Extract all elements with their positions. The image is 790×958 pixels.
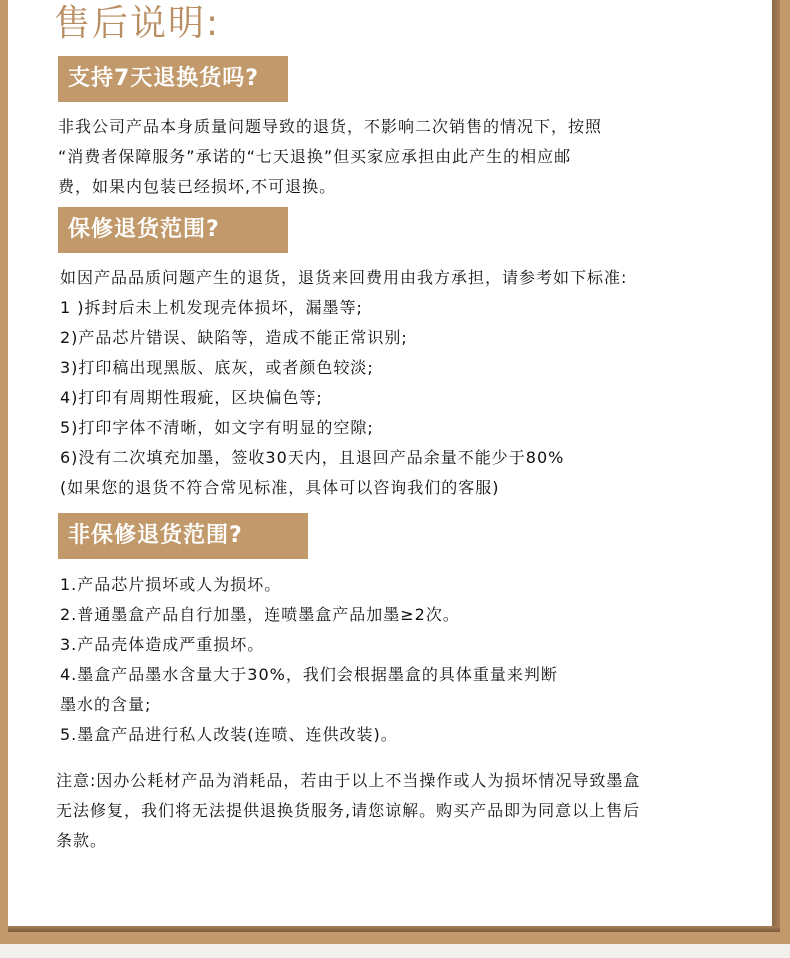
text-line: 注意:因办公耗材产品为消耗品，若由于以上不当操作或人为损坏情况导致墨盒	[56, 771, 641, 790]
frame-border-left	[0, 0, 8, 944]
section-body-7day-return	[58, 112, 602, 202]
section-heading-7day-return: 支持7天退换货吗?	[58, 56, 288, 102]
list-item: 1 )拆封后未上机发现壳体损坏，漏墨等;	[60, 298, 363, 317]
text-line: 费，如果内包装已经损坏,不可退换。	[58, 177, 337, 196]
frame-border-bottom	[0, 932, 790, 944]
list-item: 5)打印字体不清晰，如文字有明显的空隙;	[60, 418, 374, 437]
section-heading-warranty-return: 保修退货范围?	[58, 207, 288, 253]
list-item: 4.墨盒产品墨水含量大于30%，我们会根据墨盒的具体重量来判断	[60, 665, 558, 684]
text-line: 无法修复，我们将无法提供退换货服务,请您谅解。购买产品即为同意以上售后	[56, 801, 641, 820]
frame-border-right	[780, 0, 790, 944]
section-heading-non-warranty: 非保修退货范围?	[58, 513, 308, 559]
text-line: “消费者保障服务”承诺的“七天退换”但买家应承担由此产生的相应邮	[58, 147, 572, 166]
section-body-warranty-return	[60, 263, 627, 503]
list-item: 如因产品品质问题产生的退货，退货来回费用由我方承担，请参考如下标准:	[60, 268, 628, 287]
card-shadow-bottom	[8, 926, 780, 932]
list-item: (如果您的退货不符合常见标准，具体可以咨询我们的客服)	[60, 478, 500, 497]
list-item: 3)打印稿出现黑版、底灰，或者颜色较淡;	[60, 358, 374, 377]
list-item: 6)没有二次填充加墨，签收30天内，且退回产品余量不能少于80%	[60, 448, 565, 467]
list-item: 2)产品芯片错误、缺陷等，造成不能正常识别;	[60, 328, 408, 347]
list-item: 3.产品壳体造成严重损坏。	[60, 635, 265, 654]
text-line: 非我公司产品本身质量问题导致的退货，不影响二次销售的情况下，按照	[58, 117, 603, 136]
list-item: 4)打印有周期性瑕疵，区块偏色等;	[60, 388, 323, 407]
page-title: 售后说明:	[54, 3, 221, 44]
list-item: 2.普通墨盒产品自行加墨，连喷墨盒产品加墨≥2次。	[60, 605, 460, 624]
text-line: 条款。	[56, 831, 108, 850]
notice-paragraph	[56, 766, 640, 856]
list-item: 1.产品芯片损坏或人为损坏。	[60, 575, 282, 594]
section-body-non-warranty	[60, 570, 558, 750]
list-item: 墨水的含量;	[60, 695, 152, 714]
card-shadow-right	[772, 0, 780, 932]
list-item: 5.墨盒产品进行私人改装(连喷、连供改装)。	[60, 725, 398, 744]
